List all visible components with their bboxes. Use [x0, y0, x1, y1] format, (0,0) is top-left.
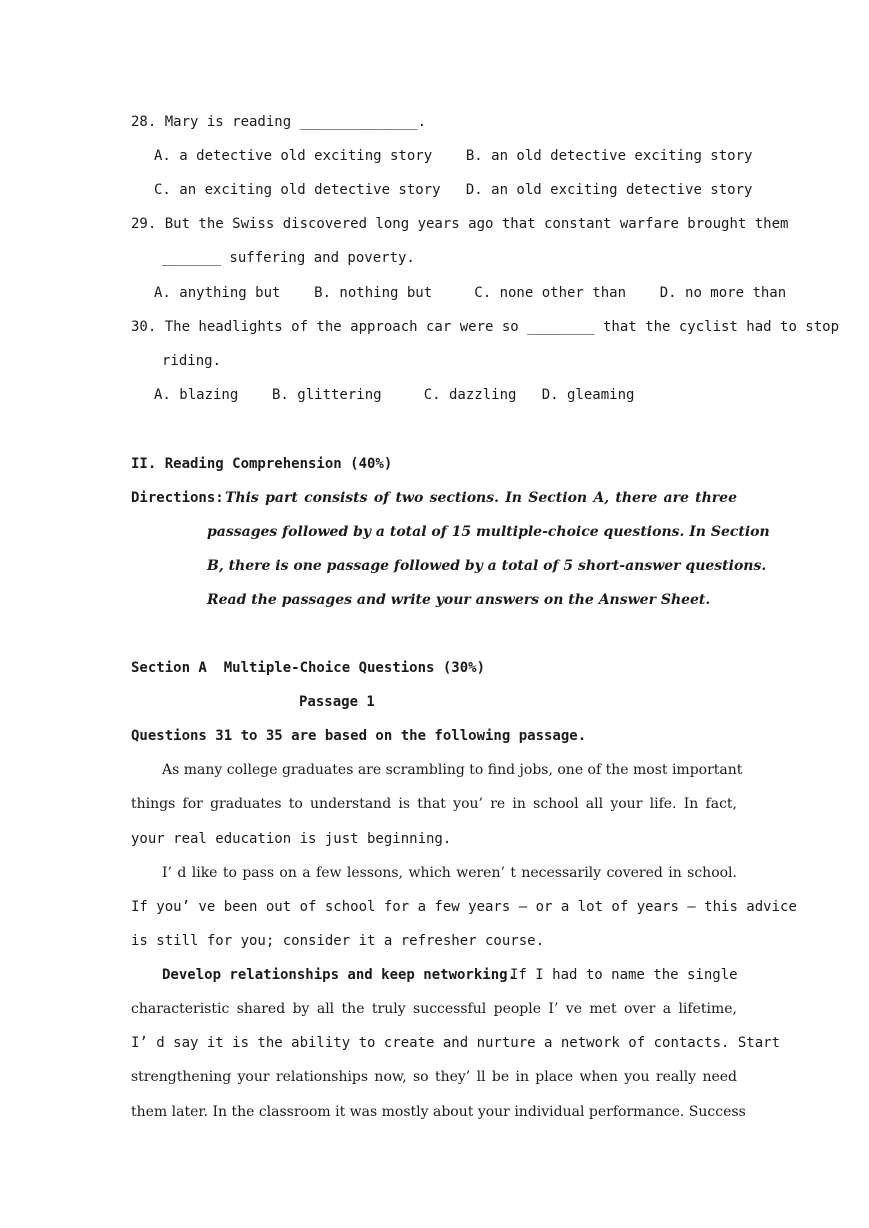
question-28-options-row1: A. a detective old exciting story B. an old detective exciting story [154, 148, 753, 164]
paragraph-3-line-3: I’ d say it is the ability to create and nurture a network of contacts. Start [131, 1035, 781, 1051]
question-28-stem: 28. Mary is reading ______________. [131, 114, 427, 130]
directions-line-3: B, there is one passage followed by a total of 5 short-answer questions. [207, 558, 767, 574]
paragraph-3-line-2: characteristic shared by all the truly successful people I’ ve met over a lifetime, [131, 1001, 737, 1017]
paragraph-3-line-1-rest: If I had to name the single [510, 967, 738, 983]
section-a-heading: Section A Multiple-Choice Questions (30%) [131, 660, 486, 676]
directions-line-2: passages followed by a total of 15 multiple-choice questions. In Section [207, 524, 770, 540]
question-29-options: A. anything but B. nothing but C. none other than D. no more than [154, 285, 787, 301]
question-30-options: A. blazing B. glittering C. dazzling D. gleaming [154, 387, 635, 403]
paragraph-3-bold-heading: Develop relationships and keep networking. [162, 967, 517, 983]
paragraph-1-line-1: As many college graduates are scrambling to find jobs, one of the most important [162, 762, 743, 778]
paragraph-2-line-1: I’ d like to pass on a few lessons, which weren’ t necessarily covered in school. [162, 865, 737, 881]
paragraph-2-line-2: If you’ ve been out of school for a few years — or a lot of years — this advice [131, 899, 797, 915]
passage-instruction: Questions 31 to 35 are based on the following passage. [131, 728, 587, 744]
question-30-stem-line2: riding. [162, 353, 222, 369]
directions-label: Directions: [131, 490, 224, 506]
question-29-stem-line2: _______ suffering and poverty. [162, 250, 415, 266]
paragraph-1-line-3: your real education is just beginning. [131, 831, 452, 847]
directions-line-4: Read the passages and write your answers on the Answer Sheet. [207, 592, 711, 608]
section-heading-reading-comprehension: II. Reading Comprehension (40%) [131, 456, 393, 472]
paragraph-3-line-5: them later. In the classroom it was mostly about your individual performance. Success [131, 1104, 746, 1120]
paragraph-2-line-3: is still for you; consider it a refresher course. [131, 933, 545, 949]
question-29-stem-line1: 29. But the Swiss discovered long years ago that constant warfare brought them [131, 216, 789, 232]
question-28-options-row2: C. an exciting old detective story D. an old exciting detective story [154, 182, 753, 198]
question-30-stem-line1: 30. The headlights of the approach car were so ________ that the cyclist had to stop [131, 319, 840, 335]
passage-title: Passage 1 [299, 694, 375, 710]
directions-line-1: This part consists of two sections. In Section A, there are three [225, 490, 737, 506]
paragraph-1-line-2: things for graduates to understand is that you’ re in school all your life. In fact, [131, 796, 737, 812]
paragraph-3-line-4: strengthening your relationships now, so they’ ll be in place when you really need [131, 1069, 737, 1085]
